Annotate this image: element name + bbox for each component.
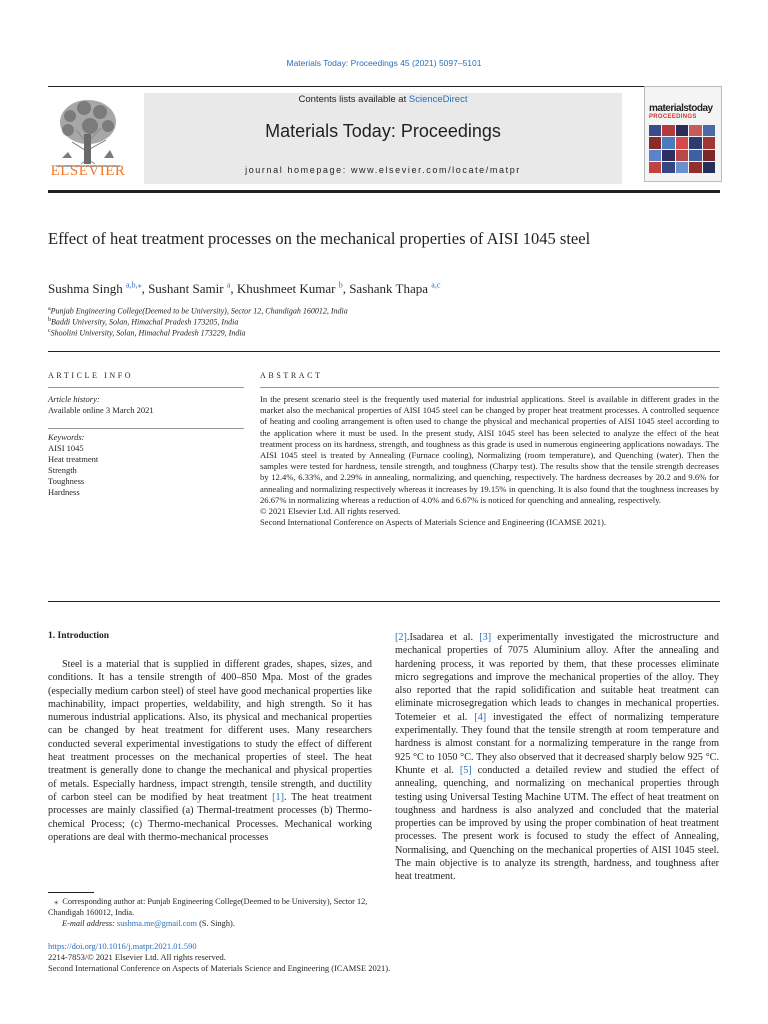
abstract-body [260, 394, 719, 528]
doi-link[interactable]: https://doi.org/10.1016/j.matpr.2021.01.590 [48, 941, 197, 951]
affiliation: $^a$Punjab Engineering College(Deemed to be University), Sector 12, Chandigah 160012, India [48, 306, 348, 316]
footnote-rule [48, 892, 94, 893]
footer-conference: Second International Conference on Aspects of Materials Science and Engineering (ICAMSE 2021). [48, 963, 391, 973]
author-list [48, 281, 728, 297]
article-history [48, 394, 154, 416]
author[interactable]: Khushmeet Kumar $^b$, [236, 281, 350, 297]
article-info-rule [48, 387, 244, 388]
author[interactable]: Sashank Thapa $^{a,c}$ [349, 281, 441, 297]
affiliation: $^c$Shoolini University, Solan, Himachal Pradesh 173229, India [48, 328, 246, 338]
affiliation: $^b$Baddi University, Solan, Himachal Pradesh 173205, India [48, 317, 239, 327]
keyword: Hardness [48, 487, 80, 497]
author[interactable]: Sushant Samir $^a$, [148, 281, 237, 297]
abstract-copyright: © 2021 Elsevier Ltd. All rights reserved. [260, 506, 401, 517]
intro-left-column: Steel is a material that is supplied in different grades, shapes, sizes, and conditions. It has a tensile strength of 400–850 Mpa. Most of the grades (especially medium carbon steel) of steel have good mechanical properties like machinability, impact properties, weldability, and high strength. So it has numerous industrial applications. Also, its physical and mechanical properties can be changed by heat treatment for different uses. Many researchers conducted several experimental investigations to study the effect of different heat treatment processes on the mechanical properties of steel. The heat treatment is generally done to change the mechanical and physical properties of metals. Especially hardness, impact strength, tensile strength, and ductility of carbon steel can be modified by heat treatment [1]. The heat treatment processes are mainly classified (a) Thermal-treatment processes (b) Thermo-chemical Process; (c) Thermo-mechanical Processes. Mechanical working operations are deal with thermo-mechanical processes [48, 659, 372, 843]
keyword: Toughness [48, 476, 85, 486]
citation-link[interactable]: [4] [474, 711, 487, 723]
journal-homepage[interactable]: journal homepage: www.elsevier.com/locate/matpr [245, 165, 521, 175]
keyword: AISI 1045 [48, 443, 84, 453]
history-value: Available online 3 March 2021 [48, 405, 154, 415]
keywords-block [48, 432, 98, 498]
citation-link[interactable]: [3] [479, 632, 492, 643]
issn-line: 2214-7853/© 2021 Elsevier Ltd. All rights reserved. [48, 952, 226, 962]
citation-link[interactable]: [2] [395, 632, 407, 643]
article-title: Effect of heat treatment processes on the mechanical properties of AISI 1045 steel [48, 229, 591, 248]
abstract-heading: ABSTRACT [260, 371, 323, 380]
cover-subtitle: PROCEEDINGS [649, 114, 697, 120]
abstract-conference: Second International Conference on Aspects of Materials Science and Engineering (ICAMSE 2021). [260, 517, 607, 528]
header-top-rule [48, 86, 720, 87]
title-divider [48, 351, 720, 352]
abstract-text: In the present scenario steel is the frequently used material for industrial applications. Steel is available in different grades in the market also the mechanical properties of AISI 1045 steel can be changed by proper heat treatment processes. A controlled sequence of heating and cooling arrangement is often used to change the physical and mechanical properties of AISI 1045 steel according to the application where it must be used. In the present study, AISI 1045 steel has been selected to analyze the effect of the heat treatment process on its hardness, strength, and toughness as this grade is used in numerous engineering applications nowadays. The AISI 1045 steel is treated by Annealing (Furnace cooling), Normalizing (room temperature), and Quenching (water). Then the samples were tested for hardness, tensile strength, and toughness (Charpy test). The results show that the tensile strength decreases by 12.4%, 6.33%, and 2.29% in annealing, normalizing, and quenching, respectively. The hardness decreases by 20.2 and 9.6% for annealing and normalizing respectively whereas it increases by 19.15% in quenching. It is also found that the toughness increases by 26.67% in normalizing whereas a reduction of 4.0% and 6.67% is noticed for quenching and annealing, respectively. [260, 394, 719, 505]
citation-link[interactable]: [1] [272, 791, 284, 803]
intro-right-column: [2].Isadarea et al. [3] experimentally investigated the microstructure and mechanical properties of 7075 Aluminium alloy. After the annealing and hardening process, it was reported by them, that these processes eliminate micro segregations and improve the mechanical properties of the alloy. They also reported that the rapid solidification and suitable heat treatment can eliminate microsegregation which leads to changes in mechanical properties. Totemeier et al. [4] investigated the effect of normalizing temperature experimentally. They found that the tensile strength at room temperature and hardness is almost constant for a normalizing temperature in the range from 925 °C to 1050 °C. They also observed that it decreased sharply below 925 °C. Khunte et al. [5] conducted a detailed review and studied the effect of annealing, quenching, and normalizing on mechanical properties through testing using Universal Testing Machine UTM. The effect of heat treatment on toughness and hardness is also analyzed and concluded that the material properties can be improved by using the proper combination of heat treatment processes. The present work is focused to study the effect of Annealing, Normalising, and Quenching on the mechanical properties of AISI 1045 steel. The main objective is to analyze its strength, hardness, and toughness after heat treatment. [395, 632, 719, 883]
citation-link[interactable]: [5] [459, 764, 472, 776]
author-email-link[interactable]: sushma.me@gmail.com [117, 919, 197, 928]
sciencedirect-link[interactable]: ScienceDirect [408, 94, 468, 105]
keywords-label: Keywords: [48, 432, 85, 442]
header-bottom-rule [48, 190, 720, 193]
author[interactable]: Sushma Singh $^{a,b,⁎}$, [48, 281, 149, 297]
contents-prefix: Contents lists available at [298, 94, 409, 105]
journal-title: Materials Today: Proceedings [265, 121, 501, 141]
elsevier-wordmark: ELSEVIER [50, 163, 126, 179]
cover-title: materialstoday [649, 103, 713, 114]
journal-reference-link[interactable]: Materials Today: Proceedings 45 (2021) 5097–5101 [286, 58, 482, 68]
journal-cover-thumbnail [644, 86, 722, 182]
abstract-rule [260, 387, 719, 388]
keyword: Strength [48, 465, 77, 475]
article-info-heading: ARTICLE INFO [48, 371, 134, 380]
cover-image-grid [649, 125, 715, 173]
keywords-rule [48, 428, 244, 429]
keyword: Heat treatment [48, 454, 99, 464]
history-label: Article history: [48, 394, 100, 404]
abstract-divider [48, 601, 720, 602]
section-heading-introduction: 1. Introduction [48, 631, 110, 641]
contents-line [144, 94, 622, 105]
corresponding-author-footnote: ⁎ Corresponding author at: Punjab Engineering College(Deemed to be University), Sector 12, Chandigah 160012, India. E-mail address: sushma.me@gmail.com (S. Singh). [48, 897, 368, 928]
